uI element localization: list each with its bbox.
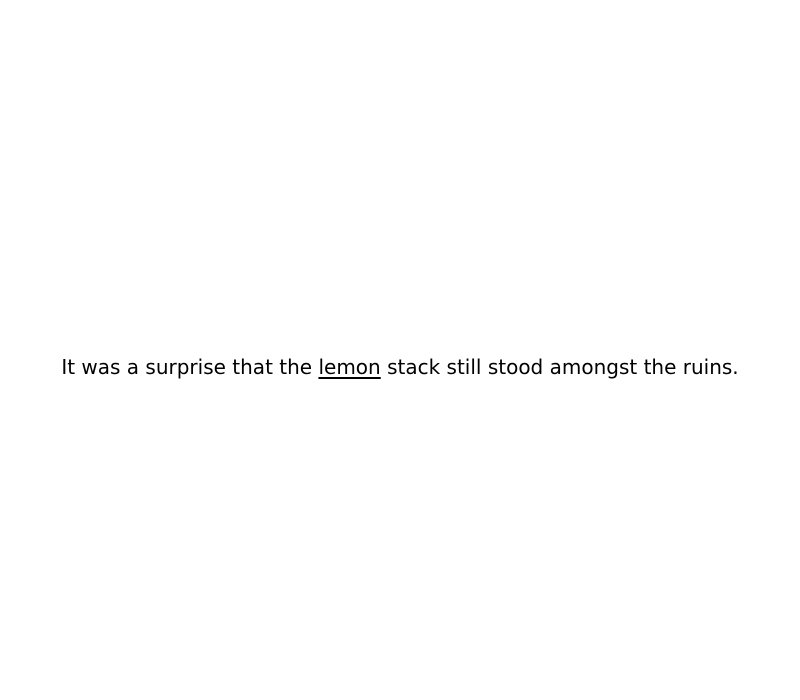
sentence <box>0 355 800 379</box>
underlined-word: lemon <box>318 355 381 379</box>
sentence-after: stack still stood amongst the ruins. <box>380 355 739 379</box>
sentence-before: It was a surprise that the <box>61 355 319 379</box>
